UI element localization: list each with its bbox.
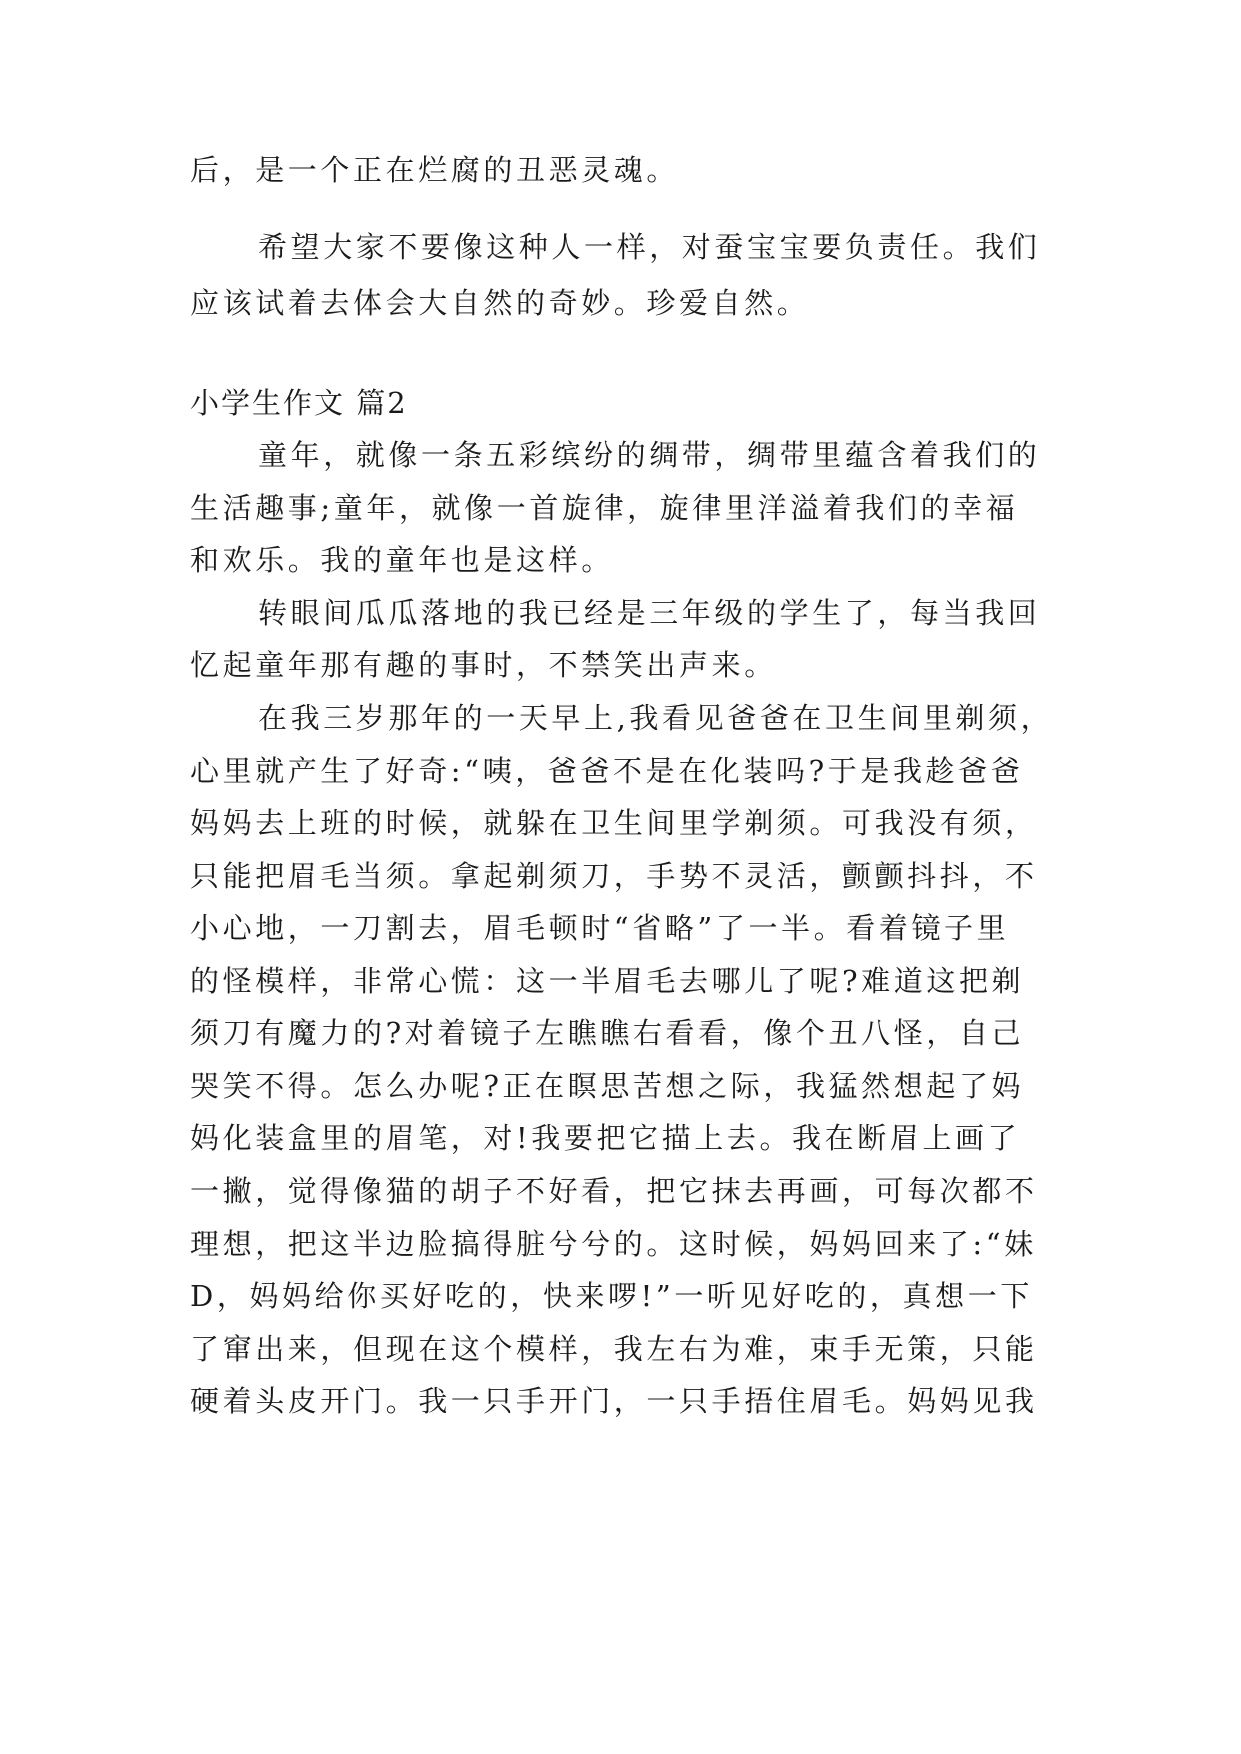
text-line: 心里就产生了好奇:“咦，爸爸不是在化装吗?于是我趁爸爸 xyxy=(190,754,1024,788)
text-line: 理想，把这半边脸搞得脏兮兮的。这时候，妈妈回来了:“妹 xyxy=(190,1227,1037,1261)
text-line: 只能把眉毛当须。拿起剃须刀，手势不灵活，颤颤抖抖，不 xyxy=(190,859,1038,893)
text-line: 妈妈去上班的时候，就躲在卫生间里学剃须。可我没有须， xyxy=(190,806,1038,840)
text-line: 了窜出来，但现在这个模样，我左右为难，束手无策，只能 xyxy=(190,1332,1038,1366)
text-line: 忆起童年那有趣的事时，不禁笑出声来。 xyxy=(190,648,777,682)
paragraph-start-line: 童年，就像一条五彩缤纷的绸带，绸带里蕴含着我们的 xyxy=(258,438,1041,472)
text-line: 一撇，觉得像猫的胡子不好看，把它抹去再画，可每次都不 xyxy=(190,1174,1038,1208)
text-line: 须刀有魔力的?对着镜子左瞧瞧右看看，像个丑八怪，自己 xyxy=(190,1016,1025,1050)
text-line: 哭笑不得。怎么办呢?正在瞑思苦想之际，我猛然想起了妈 xyxy=(190,1069,1025,1103)
paragraph-start-line: 希望大家不要像这种人一样，对蚕宝宝要负责任。我们 xyxy=(258,230,1041,264)
text-line: 小心地，一刀割去，眉毛顿时“省略”了一半。看着镜子里 xyxy=(190,911,1010,945)
text-line: 生活趣事;童年，就像一首旋律，旋律里洋溢着我们的幸福 xyxy=(190,491,1019,525)
text-line: 妈化装盒里的眉笔，对!我要把它描上去。我在断眉上画了 xyxy=(190,1121,1021,1155)
text-line: 应该试着去体会大自然的奇妙。珍爱自然。 xyxy=(190,286,810,320)
text-line: 的怪模样，非常心慌：这一半眉毛去哪儿了呢?难道这把剃 xyxy=(190,964,1025,998)
paragraph-start-line: 转眼间瓜瓜落地的我已经是三年级的学生了，每当我回 xyxy=(258,596,1041,630)
text-line: D，妈妈给你买好吃的，快来啰!”一听见好吃的，真想一下 xyxy=(190,1279,1033,1313)
section-heading: 小学生作文 篇2 xyxy=(190,386,408,420)
text-line: 后，是一个正在烂腐的丑恶灵魂。 xyxy=(190,153,680,187)
text-line: 和欢乐。我的童年也是这样。 xyxy=(190,543,614,577)
text-line: 硬着头皮开门。我一只手开门，一只手捂住眉毛。妈妈见我 xyxy=(190,1384,1038,1418)
paragraph-start-line: 在我三岁那年的一天早上,我看见爸爸在卫生间里剃须， xyxy=(258,701,1054,735)
